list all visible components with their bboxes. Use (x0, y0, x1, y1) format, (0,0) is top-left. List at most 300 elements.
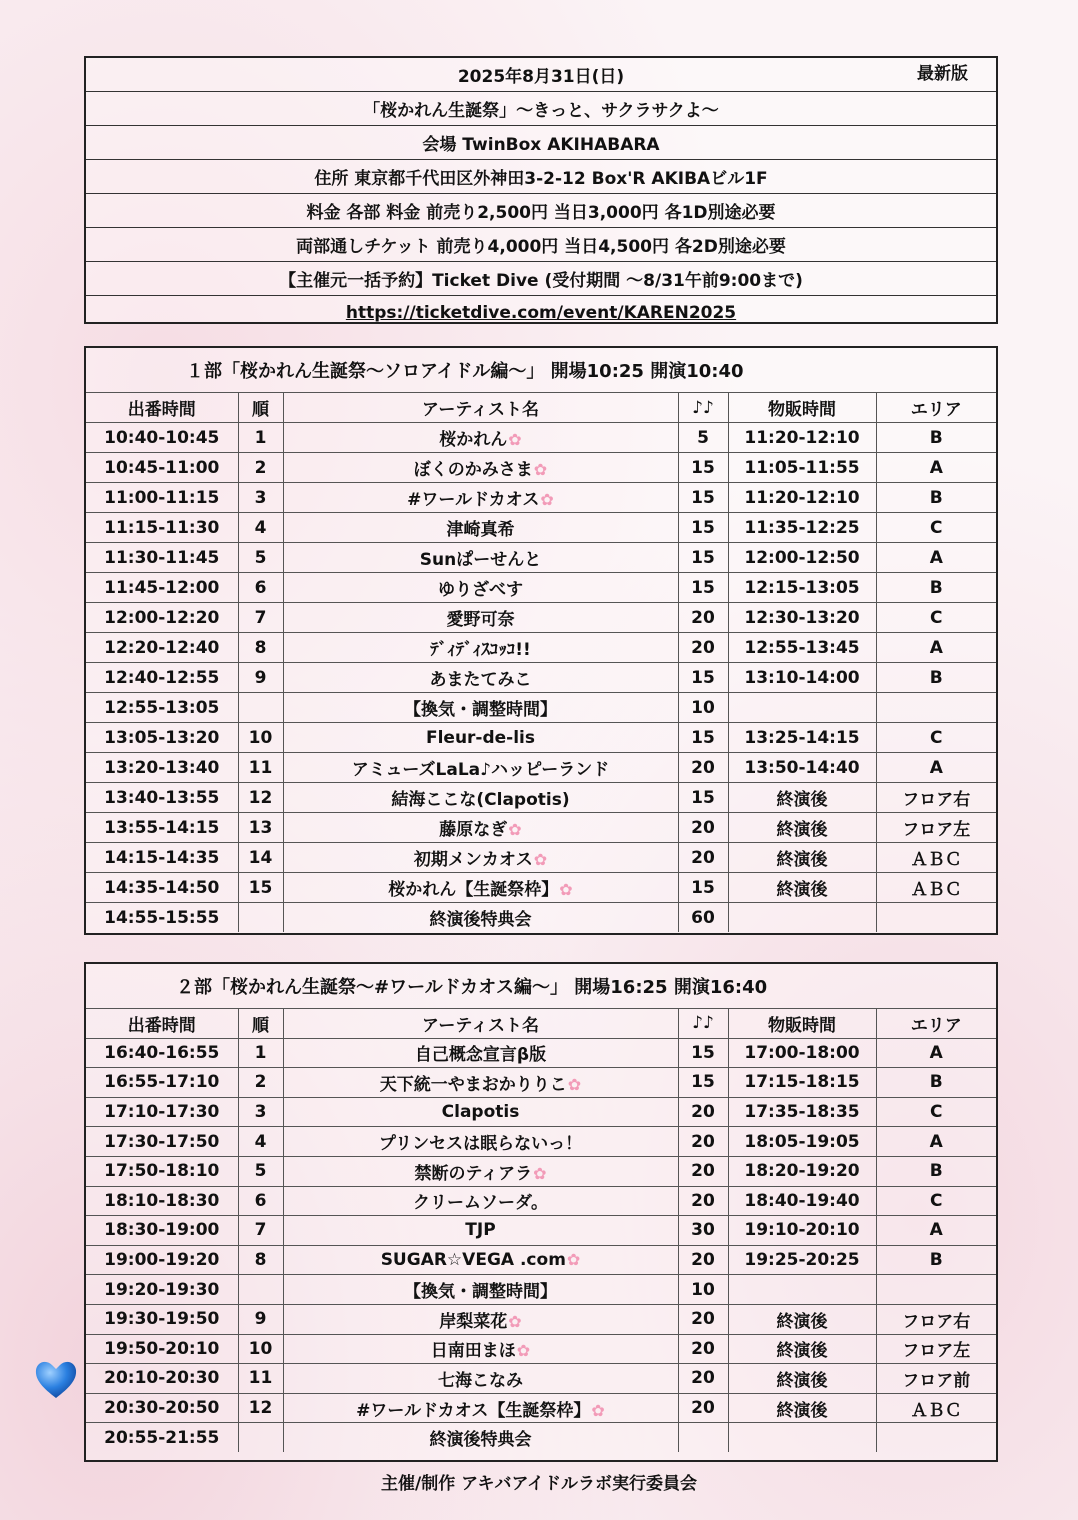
table-row (86, 1245, 996, 1275)
cell-merch (728, 1068, 876, 1098)
time-text: 19:50-20:10 (104, 1338, 220, 1359)
cell-area (876, 1245, 996, 1275)
cell-area (876, 1334, 996, 1364)
cell-songs (678, 1393, 728, 1423)
cell-merch (728, 483, 876, 513)
songs-text: 20 (691, 757, 715, 778)
part2-title: ２部「桜かれん生誕祭〜#ワールドカオス編〜」 開場16:25 開演16:40 (86, 964, 996, 1009)
cell-songs (678, 483, 728, 513)
table-row (86, 1186, 996, 1216)
merch-text: 19:25-20:25 (744, 1250, 860, 1271)
cell-no (238, 693, 283, 723)
cell-artist (283, 873, 678, 903)
no-text: 8 (254, 1250, 267, 1271)
cell-area (876, 1068, 996, 1098)
cell-artist (283, 813, 678, 843)
cell-merch (728, 1038, 876, 1068)
no-text: 2 (254, 1072, 267, 1093)
part2-header-row (86, 1009, 996, 1039)
cherry-blossom-icon: ✿ (540, 490, 554, 509)
cell-area (876, 1393, 996, 1423)
cell-no (238, 663, 283, 693)
time-text: 19:00-19:20 (104, 1250, 220, 1271)
table-row (86, 1216, 996, 1246)
cell-no (238, 1364, 283, 1394)
merch-text: 18:20-19:20 (744, 1161, 860, 1182)
column-header: 物販時間 (728, 393, 876, 423)
area-text: B (929, 1072, 943, 1093)
cell-time (86, 603, 238, 633)
cell-artist (283, 1304, 678, 1334)
merch-text: 11:20-12:10 (744, 487, 860, 508)
table-row (86, 873, 996, 903)
cell-area (876, 1038, 996, 1068)
cell-time (86, 1216, 238, 1246)
time-text: 11:30-11:45 (104, 547, 220, 568)
no-text: 1 (254, 427, 267, 448)
cell-no (238, 1334, 283, 1364)
no-text: 14 (248, 847, 273, 868)
cell-area (876, 1275, 996, 1305)
songs-text: 20 (691, 1398, 715, 1419)
cell-time (86, 1097, 238, 1127)
cherry-blossom-icon: ✿ (559, 880, 573, 899)
cherry-blossom-icon: ✿ (566, 1250, 581, 1270)
cell-songs (678, 783, 728, 813)
cell-songs (678, 543, 728, 573)
cell-no (238, 1097, 283, 1127)
time-text: 17:10-17:30 (104, 1102, 220, 1123)
cell-artist (283, 903, 678, 933)
time-text: 12:00-12:20 (104, 607, 220, 628)
table-row (86, 1275, 996, 1305)
cell-no (238, 1186, 283, 1216)
cell-no (238, 1275, 283, 1305)
songs-text: 15 (691, 877, 715, 898)
cell-merch (728, 813, 876, 843)
time-text: 12:40-12:55 (104, 667, 220, 688)
table-row (86, 1334, 996, 1364)
cell-songs (678, 453, 728, 483)
artist-text: 津崎真希 (446, 520, 515, 540)
cell-artist (283, 1127, 678, 1157)
cell-time (86, 723, 238, 753)
time-text: 18:10-18:30 (104, 1190, 220, 1211)
cell-no (238, 1423, 283, 1452)
table-row (86, 1127, 996, 1157)
cell-artist (283, 1186, 678, 1216)
table-row (86, 813, 996, 843)
cell-no (238, 1156, 283, 1186)
time-text: 16:40-16:55 (104, 1042, 220, 1063)
area-text: A (929, 547, 943, 568)
time-text: 11:45-12:00 (104, 577, 220, 598)
artist-text: 【換気・調整時間】 (404, 700, 557, 720)
cell-merch (728, 843, 876, 873)
cell-area (876, 1186, 996, 1216)
cell-area (876, 483, 996, 513)
cherry-blossom-icon: ✿ (567, 1074, 582, 1094)
cell-no (238, 1068, 283, 1098)
cell-artist (283, 1423, 678, 1452)
merch-text: 17:00-18:00 (744, 1042, 860, 1063)
no-text: 13 (248, 817, 273, 838)
cell-songs (678, 723, 728, 753)
column-header: 出番時間 (86, 1009, 238, 1039)
merch-text: 11:20-12:10 (744, 427, 860, 448)
table-row (86, 1097, 996, 1127)
cell-artist (283, 1038, 678, 1068)
cell-no (238, 843, 283, 873)
cell-time (86, 483, 238, 513)
cell-no (238, 753, 283, 783)
cell-artist (283, 513, 678, 543)
artist-text: 藤原なぎ (439, 820, 508, 840)
time-text: 13:40-13:55 (104, 787, 220, 808)
no-text: 7 (254, 607, 267, 628)
time-text: 10:40-10:45 (104, 427, 220, 448)
time-text: 19:30-19:50 (104, 1309, 220, 1330)
area-text: C (930, 517, 943, 538)
artist-text: Fleur-de-lis (425, 727, 536, 748)
column-header: アーティスト名 (283, 1009, 678, 1039)
cell-time (86, 1423, 238, 1452)
songs-text: 15 (691, 787, 715, 808)
cell-songs (678, 843, 728, 873)
area-text: B (929, 577, 943, 598)
songs-text: 20 (691, 1102, 715, 1123)
songs-text: 5 (697, 427, 709, 448)
artist-text: 愛野可奈 (446, 610, 515, 630)
songs-text: 20 (691, 1161, 715, 1182)
songs-text: 10 (691, 697, 715, 718)
cell-artist (283, 663, 678, 693)
cell-time (86, 573, 238, 603)
artist-text: 【換気・調整時間】 (404, 1282, 557, 1303)
table-row (86, 573, 996, 603)
cell-time (86, 693, 238, 723)
cell-area (876, 1216, 996, 1246)
area-text: フロア右 (902, 790, 971, 810)
songs-text: 20 (691, 817, 715, 838)
table-row (86, 903, 996, 933)
table-row (86, 1068, 996, 1098)
table-row (86, 423, 996, 453)
time-text: 11:00-11:15 (104, 487, 220, 508)
cell-artist (283, 1334, 678, 1364)
cell-artist (283, 603, 678, 633)
cell-merch (728, 903, 876, 933)
cell-time (86, 1304, 238, 1334)
cell-time (86, 543, 238, 573)
cell-merch (728, 1275, 876, 1305)
cell-songs (678, 603, 728, 633)
cell-merch (728, 513, 876, 543)
cell-time (86, 633, 238, 663)
cell-time (86, 513, 238, 543)
area-text: B (929, 487, 943, 508)
cell-time (86, 1038, 238, 1068)
time-text: 20:10-20:30 (104, 1368, 220, 1389)
merch-text: 11:05-11:55 (744, 457, 860, 478)
artist-text: 禁断のティアラ (414, 1163, 533, 1184)
cell-area (876, 693, 996, 723)
cell-time (86, 1127, 238, 1157)
no-text: 5 (254, 1161, 267, 1182)
cell-songs (678, 423, 728, 453)
cell-no (238, 873, 283, 903)
time-text: 10:45-11:00 (104, 457, 220, 478)
songs-text: 30 (691, 1220, 715, 1241)
no-text: 12 (248, 787, 273, 808)
time-text: 12:20-12:40 (104, 637, 220, 658)
songs-text: 15 (691, 1042, 715, 1063)
cell-songs (678, 1186, 728, 1216)
no-text: 15 (248, 877, 273, 898)
cherry-blossom-icon: ✿ (533, 850, 548, 869)
songs-text: 20 (691, 1309, 715, 1330)
cell-time (86, 1393, 238, 1423)
area-text: A (929, 457, 943, 478)
cell-area (876, 543, 996, 573)
cell-merch (728, 1334, 876, 1364)
merch-text: 13:25-14:15 (744, 727, 860, 748)
songs-text: 20 (691, 1368, 715, 1389)
artist-text: TJP (465, 1220, 496, 1241)
merch-text: 12:55-13:45 (744, 637, 860, 658)
cell-songs (678, 693, 728, 723)
cell-time (86, 873, 238, 903)
songs-text: 15 (691, 517, 715, 538)
cell-songs (678, 573, 728, 603)
event-reservation: 【主催元一括予約】Ticket Dive (受付期間 〜8/31午前9:00まで) (86, 262, 996, 296)
cell-time (86, 1364, 238, 1394)
cell-area (876, 753, 996, 783)
no-text: 3 (254, 487, 267, 508)
blue-heart-icon (33, 1356, 79, 1402)
part2-schedule (84, 962, 998, 1462)
cell-time (86, 1275, 238, 1305)
cell-area (876, 843, 996, 873)
table-row (86, 1156, 996, 1186)
cell-merch (728, 1127, 876, 1157)
cell-merch (728, 603, 876, 633)
cell-merch (728, 543, 876, 573)
no-text: 3 (254, 1102, 267, 1123)
cell-merch (728, 783, 876, 813)
cherry-blossom-icon: ✿ (533, 460, 548, 479)
cell-no (238, 1304, 283, 1334)
area-text: フロア前 (902, 1370, 971, 1391)
cell-merch (728, 453, 876, 483)
time-text: 20:30-20:50 (104, 1398, 220, 1419)
merch-text: 終演後 (776, 1400, 828, 1421)
cell-area (876, 573, 996, 603)
artist-text: 初期メンカオス (413, 850, 533, 870)
table-row (86, 663, 996, 693)
time-text: 13:05-13:20 (104, 727, 220, 748)
merch-text: 11:35-12:25 (744, 517, 860, 538)
merch-text: 終演後 (776, 1370, 828, 1391)
no-text: 7 (254, 1220, 267, 1241)
cell-songs (678, 813, 728, 843)
cell-time (86, 813, 238, 843)
merch-text: 終演後 (776, 820, 828, 840)
cell-songs (678, 1364, 728, 1394)
event-info-box (84, 56, 998, 324)
artist-text: アミューズLaLa♪ハッピーランド (351, 760, 610, 780)
area-text: C (930, 607, 943, 628)
area-text: ＡＢＣ (910, 850, 962, 870)
cherry-blossom-icon: ✿ (508, 820, 522, 839)
cell-area (876, 783, 996, 813)
area-text: A (929, 1131, 943, 1152)
cell-no (238, 483, 283, 513)
part1-title: １部「桜かれん生誕祭〜ソロアイドル編〜」 開場10:25 開演10:40 (86, 348, 996, 393)
cell-time (86, 453, 238, 483)
table-row (86, 843, 996, 873)
songs-text: 20 (691, 1131, 715, 1152)
table-row (86, 483, 996, 513)
part1-schedule (84, 346, 998, 935)
no-text: 2 (254, 457, 267, 478)
artist-text: 岸梨菜花 (439, 1311, 508, 1332)
column-header: ♪♪ (678, 1009, 728, 1039)
cell-no (238, 633, 283, 663)
cell-time (86, 663, 238, 693)
cell-artist (283, 1156, 678, 1186)
cell-songs (678, 1156, 728, 1186)
artist-text: Sunぱーせんと (419, 550, 542, 570)
cell-merch (728, 573, 876, 603)
songs-text: 20 (691, 637, 715, 658)
cell-area (876, 813, 996, 843)
cell-no (238, 423, 283, 453)
area-text: フロア右 (902, 1311, 971, 1332)
artist-text: 終演後特典会 (429, 1430, 532, 1451)
cell-area (876, 603, 996, 633)
info-date-row (86, 58, 996, 92)
merch-text: 13:10-14:00 (744, 667, 860, 688)
table-row (86, 1423, 996, 1452)
songs-text: 15 (691, 487, 715, 508)
merch-text: 12:00-12:50 (744, 547, 860, 568)
cell-area (876, 1364, 996, 1394)
cell-merch (728, 1216, 876, 1246)
cell-artist (283, 753, 678, 783)
artist-text: ゆりざべす (438, 580, 523, 600)
merch-text: 19:10-20:10 (744, 1220, 860, 1241)
cell-area (876, 1156, 996, 1186)
area-text: A (929, 637, 943, 658)
artist-text: 桜かれん【生誕祭枠】 (388, 880, 559, 900)
cell-time (86, 1156, 238, 1186)
cell-artist (283, 483, 678, 513)
table-row (86, 1393, 996, 1423)
cell-no (238, 453, 283, 483)
merch-text: 17:35-18:35 (744, 1102, 860, 1123)
area-text: フロア左 (902, 1341, 971, 1362)
column-header: 物販時間 (728, 1009, 876, 1039)
cell-no (238, 723, 283, 753)
time-text: 19:20-19:30 (104, 1279, 220, 1300)
cell-songs (678, 1068, 728, 1098)
event-address: 住所 東京都千代田区外神田3-2-12 Box'R AKIBAビル1F (86, 160, 996, 194)
cell-artist (283, 1275, 678, 1305)
merch-text: 終演後 (776, 1341, 828, 1362)
merch-text: 終演後 (776, 850, 828, 870)
cell-area (876, 423, 996, 453)
url-row (86, 296, 996, 329)
event-price: 料金 各部 料金 前売り2,500円 当日3,000円 各1D別途必要 (86, 194, 996, 228)
no-text: 11 (248, 1368, 273, 1389)
artist-text: 桜かれん (439, 430, 508, 450)
table-row (86, 1038, 996, 1068)
artist-text: あまたてみこ (429, 670, 532, 690)
event-title: 「桜かれん生誕祭」〜きっと、サクラサクよ〜 (86, 92, 996, 126)
artist-text: クリームソーダ。 (413, 1193, 548, 1214)
cell-no (238, 1393, 283, 1423)
artist-text: 天下統一やまおかりりこ (379, 1074, 567, 1095)
time-text: 17:50-18:10 (104, 1161, 220, 1182)
cell-songs (678, 513, 728, 543)
time-text: 14:55-15:55 (104, 907, 220, 928)
time-text: 13:20-13:40 (104, 757, 220, 778)
time-text: 16:55-17:10 (104, 1072, 220, 1093)
area-text: ＡＢＣ (910, 1400, 962, 1421)
column-header: 順 (238, 393, 283, 423)
cell-songs (678, 1334, 728, 1364)
cell-merch (728, 663, 876, 693)
merch-text: 18:40-19:40 (744, 1190, 860, 1211)
event-pass-price: 両部通しチケット 前売り4,000円 当日4,500円 各2D別途必要 (86, 228, 996, 262)
cell-artist (283, 843, 678, 873)
area-text: A (929, 1042, 943, 1063)
cell-artist (283, 1216, 678, 1246)
songs-text: 15 (691, 457, 715, 478)
no-text: 6 (254, 577, 267, 598)
cell-time (86, 903, 238, 933)
songs-text: 20 (691, 847, 715, 868)
cell-area (876, 903, 996, 933)
cell-artist (283, 723, 678, 753)
cell-artist (283, 693, 678, 723)
no-text: 9 (254, 667, 267, 688)
table-row (86, 693, 996, 723)
cell-artist (283, 423, 678, 453)
merch-text: 12:30-13:20 (744, 607, 860, 628)
area-text: ＡＢＣ (910, 880, 962, 900)
merch-text: 終演後 (776, 880, 828, 900)
merch-text: 18:05-19:05 (744, 1131, 860, 1152)
cell-no (238, 1127, 283, 1157)
no-text: 12 (248, 1398, 273, 1419)
table-row (86, 753, 996, 783)
table-row (86, 543, 996, 573)
ticket-url-link[interactable]: https://ticketdive.com/event/KAREN2025 (345, 302, 737, 323)
cell-no (238, 513, 283, 543)
artist-text: SUGAR☆VEGA .com (380, 1250, 566, 1271)
time-text: 14:35-14:50 (104, 877, 220, 898)
cell-no (238, 903, 283, 933)
time-text: 13:55-14:15 (104, 817, 220, 838)
artist-text: ぼくのかみさま (413, 460, 533, 480)
no-text: 9 (254, 1309, 267, 1330)
cell-no (238, 543, 283, 573)
cell-merch (728, 873, 876, 903)
time-text: 11:15-11:30 (104, 517, 220, 538)
cell-artist (283, 573, 678, 603)
